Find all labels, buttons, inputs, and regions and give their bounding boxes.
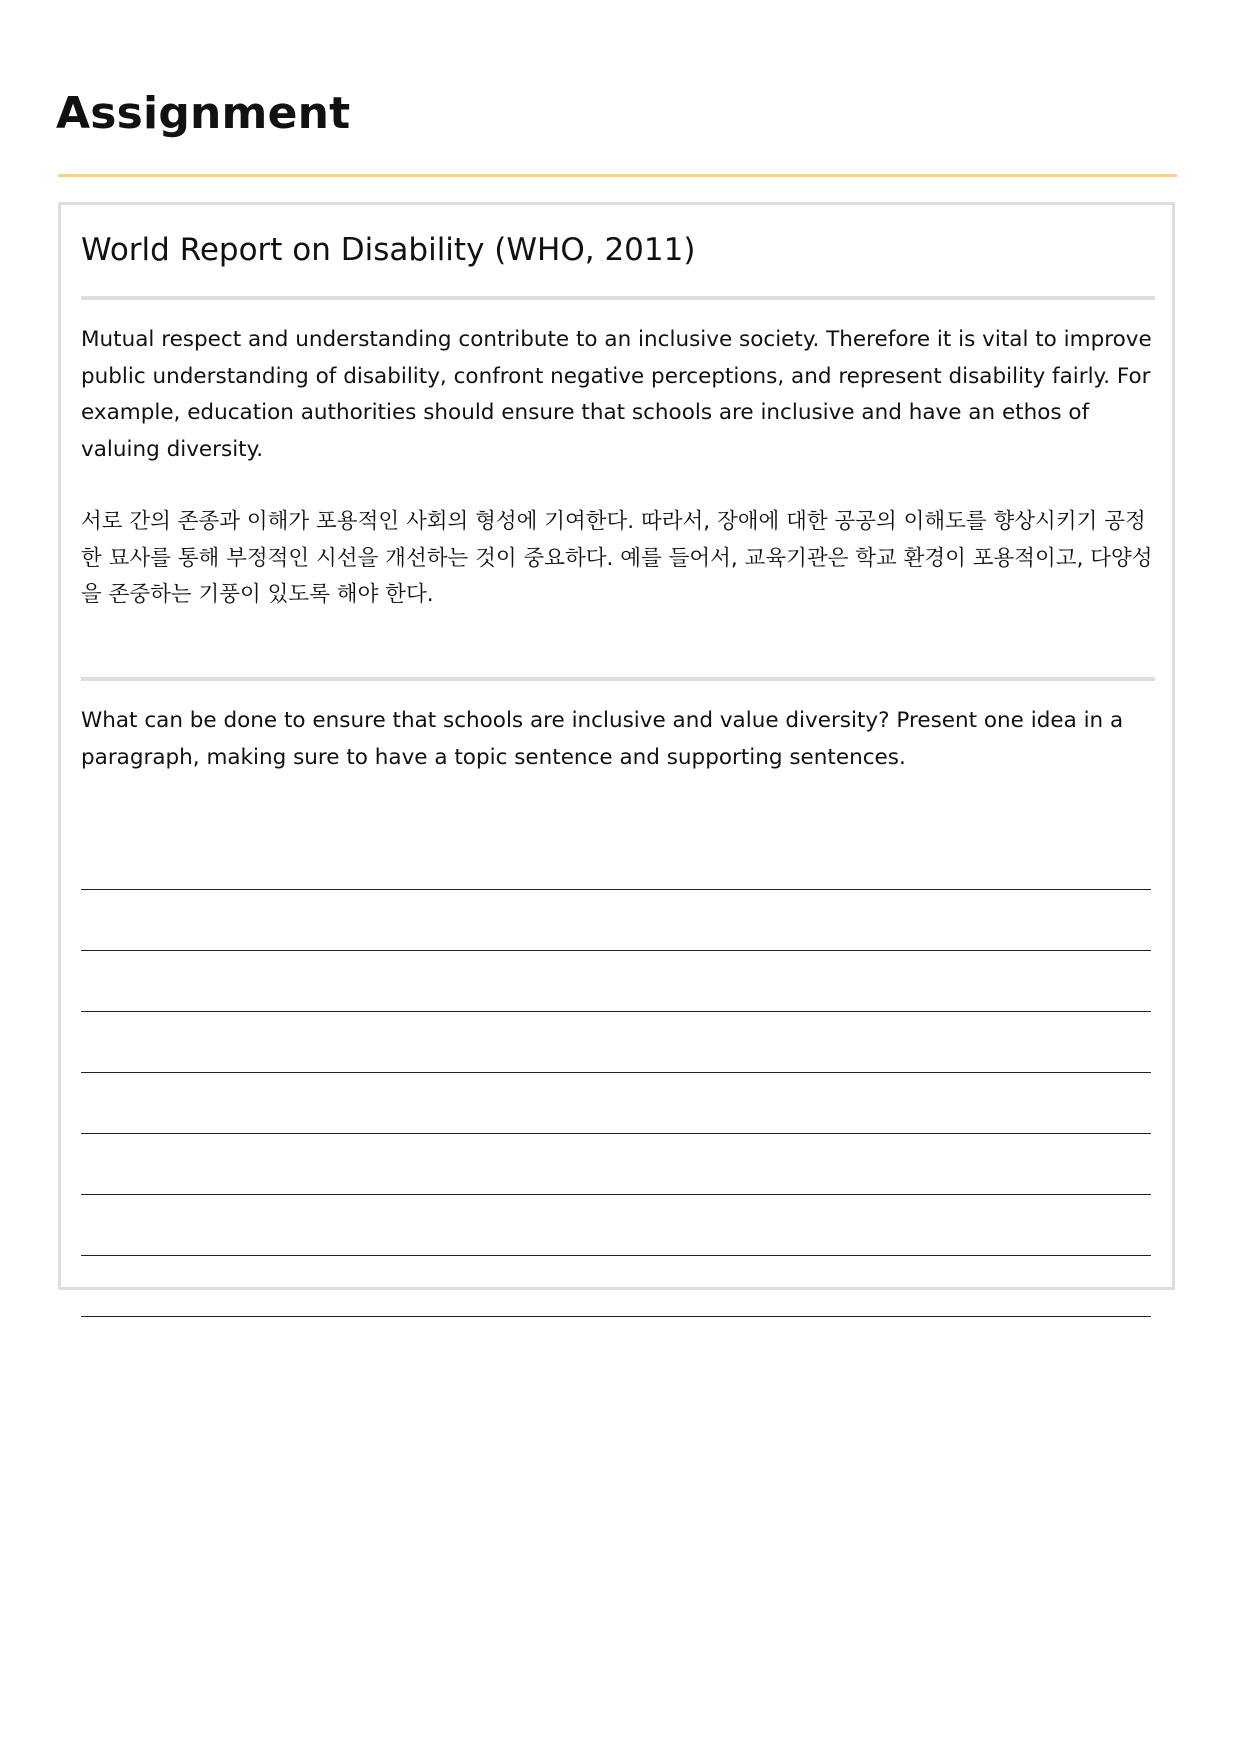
card-title: World Report on Disability (WHO, 2011) (81, 232, 696, 268)
assignment-card (58, 202, 1175, 1290)
answer-line[interactable] (81, 1073, 1151, 1134)
answer-line[interactable] (81, 1195, 1151, 1256)
answer-line[interactable] (81, 1134, 1151, 1195)
english-passage: Mutual respect and understanding contribute to an inclusive society. Therefore it is vital to improve public understanding of disability, confront negative perceptions, and represent disability fairly. For example, education authorities should ensure that schools are inclusive and have an ethos of valuing diversity. (81, 327, 1152, 462)
answer-line[interactable] (81, 951, 1151, 1012)
passage-divider (81, 677, 1155, 681)
card-title-divider (81, 296, 1155, 300)
writing-prompt: What can be done to ensure that schools are inclusive and value diversity? Present one idea in a paragraph, making sure to have a topic sentence and supporting sentences. (81, 708, 1124, 770)
answer-line[interactable] (81, 890, 1151, 951)
answer-area[interactable] (81, 829, 1151, 1317)
answer-line[interactable] (81, 1012, 1151, 1073)
title-accent-divider (58, 174, 1177, 177)
answer-line[interactable] (81, 829, 1151, 890)
page-title: Assignment (56, 88, 351, 139)
korean-passage: 서로 간의 존종과 이해가 포용적인 사회의 형성에 기여한다. 따라서, 장애에 대한 공공의 이해도를 향상시키기 공정한 묘사를 통해 부정적인 시선을 개선하는 것이 중요하다. 예를 들어서, 교육기관은 학교 환경이 포용적이고, 다양성을 존중하는 기풍이 있도록 해야 한다. (81, 509, 1153, 607)
answer-line[interactable] (81, 1256, 1151, 1317)
